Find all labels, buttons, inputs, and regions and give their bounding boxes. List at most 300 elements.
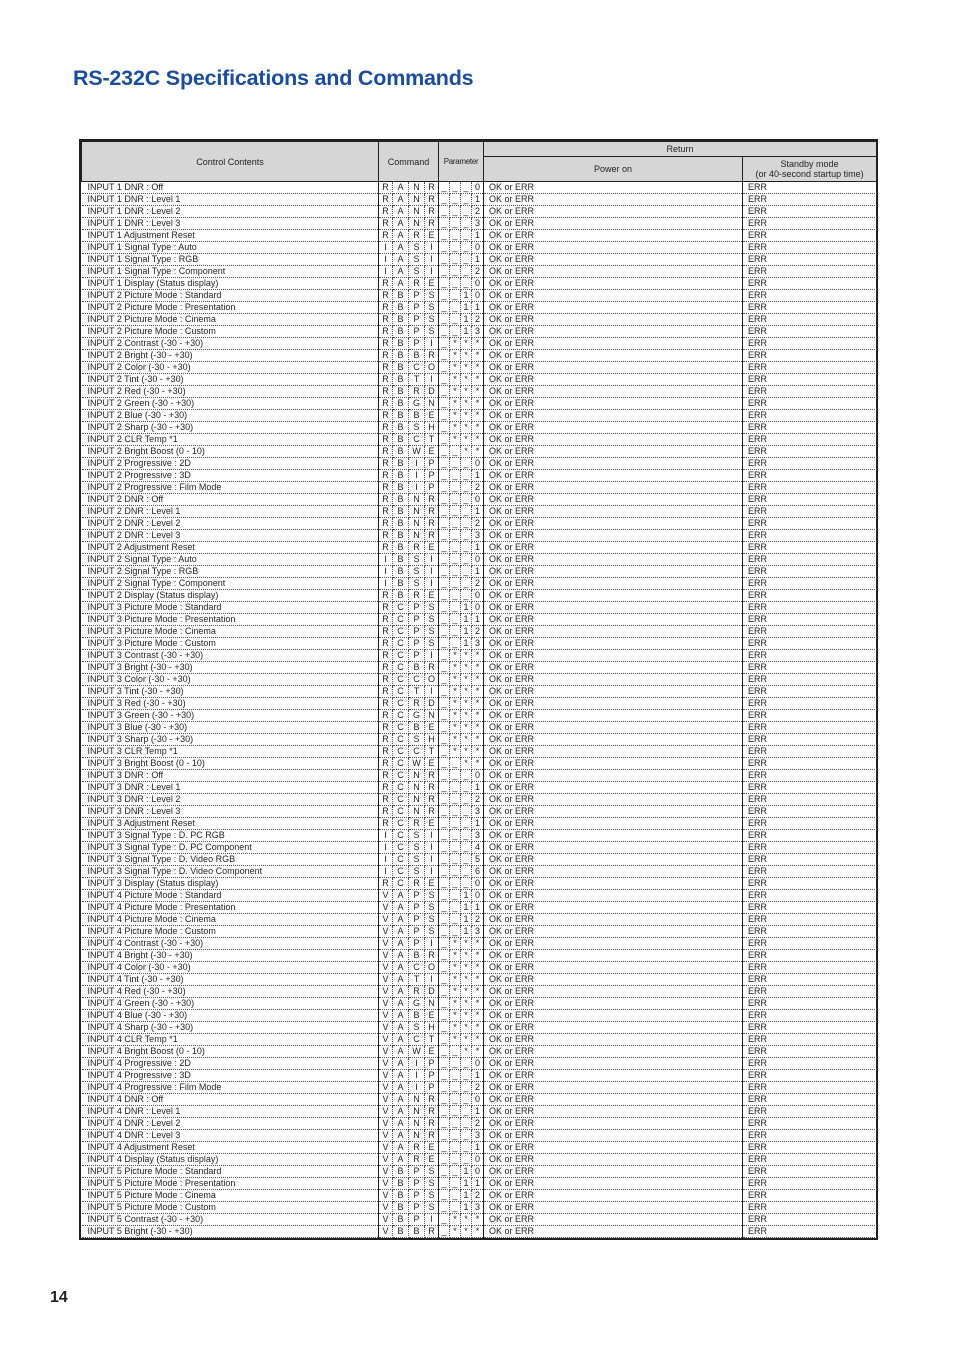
command-char-cell: R — [379, 482, 393, 494]
parameter-char-cell: * — [461, 950, 472, 962]
command-char-cell: N — [409, 806, 425, 818]
control-contents-cell: INPUT 4 Bright (-30 - +30) — [82, 950, 379, 962]
command-char-cell: B — [393, 554, 409, 566]
parameter-char-cell: * — [450, 1214, 461, 1226]
command-char-cell: R — [379, 374, 393, 386]
parameter-char-cell: _ — [450, 782, 461, 794]
parameter-char-cell: _ — [450, 254, 461, 266]
command-char-cell: E — [425, 230, 439, 242]
return-standby-cell: ERR — [743, 1154, 877, 1166]
command-char-cell: R — [379, 626, 393, 638]
return-standby-cell: ERR — [743, 1070, 877, 1082]
table-row — [82, 830, 877, 842]
command-char-cell: R — [379, 518, 393, 530]
parameter-char-cell: 0 — [472, 590, 484, 602]
command-char-cell: V — [379, 1130, 393, 1142]
command-char-cell: C — [409, 1034, 425, 1046]
return-standby-cell: ERR — [743, 422, 877, 434]
command-char-cell: A — [393, 194, 409, 206]
parameter-char-cell: * — [472, 746, 484, 758]
parameter-char-cell: _ — [439, 1094, 450, 1106]
header-power-on: Power on — [484, 157, 743, 182]
parameter-char-cell: 1 — [461, 1178, 472, 1190]
return-power-on-cell: OK or ERR — [484, 950, 743, 962]
parameter-char-cell: _ — [439, 242, 450, 254]
table-row — [82, 926, 877, 938]
table-row — [82, 698, 877, 710]
parameter-char-cell: 2 — [472, 626, 484, 638]
return-power-on-cell: OK or ERR — [484, 518, 743, 530]
control-contents-cell: INPUT 3 Red (-30 - +30) — [82, 698, 379, 710]
command-char-cell: H — [425, 734, 439, 746]
parameter-char-cell: * — [472, 758, 484, 770]
command-char-cell: B — [393, 506, 409, 518]
parameter-char-cell: _ — [450, 1202, 461, 1214]
parameter-char-cell: * — [472, 1034, 484, 1046]
table-row — [82, 890, 877, 902]
table-row — [82, 350, 877, 362]
return-power-on-cell: OK or ERR — [484, 554, 743, 566]
command-char-cell: V — [379, 890, 393, 902]
command-char-cell: A — [393, 182, 409, 194]
parameter-char-cell: _ — [450, 518, 461, 530]
command-char-cell: I — [379, 266, 393, 278]
command-char-cell: E — [425, 758, 439, 770]
parameter-char-cell: * — [461, 1034, 472, 1046]
control-contents-cell: INPUT 2 DNR : Off — [82, 494, 379, 506]
command-char-cell: B — [393, 374, 409, 386]
parameter-char-cell: * — [461, 650, 472, 662]
command-char-cell: I — [425, 686, 439, 698]
command-char-cell: S — [425, 326, 439, 338]
parameter-char-cell: _ — [439, 302, 450, 314]
parameter-char-cell: _ — [450, 626, 461, 638]
command-char-cell: R — [425, 1094, 439, 1106]
parameter-char-cell: * — [450, 938, 461, 950]
return-standby-cell: ERR — [743, 386, 877, 398]
command-char-cell: B — [393, 410, 409, 422]
parameter-char-cell: * — [450, 950, 461, 962]
parameter-char-cell: * — [472, 938, 484, 950]
parameter-char-cell: * — [461, 710, 472, 722]
return-power-on-cell: OK or ERR — [484, 722, 743, 734]
parameter-char-cell: _ — [450, 182, 461, 194]
parameter-char-cell: _ — [439, 1046, 450, 1058]
table-row — [82, 626, 877, 638]
control-contents-cell: INPUT 2 Contrast (-30 - +30) — [82, 338, 379, 350]
command-char-cell: A — [393, 1046, 409, 1058]
command-char-cell: V — [379, 1058, 393, 1070]
return-standby-cell: ERR — [743, 1142, 877, 1154]
command-char-cell: R — [379, 290, 393, 302]
control-contents-cell: INPUT 4 Sharp (-30 - +30) — [82, 1022, 379, 1034]
command-char-cell: A — [393, 1130, 409, 1142]
command-char-cell: R — [409, 698, 425, 710]
parameter-char-cell: _ — [439, 386, 450, 398]
parameter-char-cell: _ — [439, 662, 450, 674]
command-char-cell: B — [393, 350, 409, 362]
command-char-cell: R — [379, 782, 393, 794]
parameter-char-cell: _ — [450, 230, 461, 242]
command-char-cell: I — [425, 830, 439, 842]
command-char-cell: V — [379, 986, 393, 998]
control-contents-cell: INPUT 2 Picture Mode : Custom — [82, 326, 379, 338]
control-contents-cell: INPUT 2 DNR : Level 1 — [82, 506, 379, 518]
return-power-on-cell: OK or ERR — [484, 854, 743, 866]
table-row — [82, 674, 877, 686]
parameter-char-cell: * — [450, 686, 461, 698]
parameter-char-cell: _ — [439, 1226, 450, 1238]
header-return: Return — [484, 142, 877, 157]
parameter-char-cell: * — [461, 758, 472, 770]
return-power-on-cell: OK or ERR — [484, 1010, 743, 1022]
parameter-char-cell: _ — [439, 578, 450, 590]
command-char-cell: R — [425, 182, 439, 194]
command-char-cell: C — [393, 650, 409, 662]
parameter-char-cell: _ — [439, 1118, 450, 1130]
parameter-char-cell: 1 — [472, 506, 484, 518]
command-char-cell: V — [379, 962, 393, 974]
parameter-char-cell: * — [472, 1226, 484, 1238]
parameter-char-cell: _ — [450, 1190, 461, 1202]
parameter-char-cell: 1 — [472, 470, 484, 482]
parameter-char-cell: * — [461, 374, 472, 386]
parameter-char-cell: _ — [461, 242, 472, 254]
parameter-char-cell: _ — [450, 506, 461, 518]
parameter-char-cell: * — [472, 674, 484, 686]
parameter-char-cell: _ — [439, 1022, 450, 1034]
parameter-char-cell: _ — [461, 278, 472, 290]
table-row — [82, 806, 877, 818]
parameter-char-cell: 0 — [472, 878, 484, 890]
control-contents-cell: INPUT 2 Progressive : Film Mode — [82, 482, 379, 494]
control-contents-cell: INPUT 4 CLR Temp *1 — [82, 1034, 379, 1046]
parameter-char-cell: * — [472, 362, 484, 374]
command-char-cell: I — [409, 482, 425, 494]
control-contents-cell: INPUT 3 Display (Status display) — [82, 878, 379, 890]
command-char-cell: I — [425, 1214, 439, 1226]
parameter-char-cell: _ — [439, 1070, 450, 1082]
parameter-char-cell: * — [461, 962, 472, 974]
command-char-cell: R — [379, 710, 393, 722]
command-char-cell: H — [425, 422, 439, 434]
command-char-cell: N — [409, 1094, 425, 1106]
command-char-cell: V — [379, 1178, 393, 1190]
command-char-cell: E — [425, 410, 439, 422]
return-power-on-cell: OK or ERR — [484, 266, 743, 278]
command-char-cell: I — [409, 470, 425, 482]
command-char-cell: A — [393, 266, 409, 278]
control-contents-cell: INPUT 3 DNR : Off — [82, 770, 379, 782]
table-row — [82, 386, 877, 398]
command-char-cell: I — [379, 254, 393, 266]
parameter-char-cell: _ — [439, 818, 450, 830]
command-char-cell: B — [393, 1178, 409, 1190]
command-char-cell: B — [393, 434, 409, 446]
control-contents-cell: INPUT 3 Adjustment Reset — [82, 818, 379, 830]
return-power-on-cell: OK or ERR — [484, 1034, 743, 1046]
parameter-char-cell: _ — [450, 482, 461, 494]
return-power-on-cell: OK or ERR — [484, 482, 743, 494]
parameter-char-cell: 2 — [472, 1082, 484, 1094]
command-char-cell: R — [409, 878, 425, 890]
command-char-cell: B — [393, 398, 409, 410]
command-char-cell: W — [409, 758, 425, 770]
return-standby-cell: ERR — [743, 350, 877, 362]
table-row — [82, 710, 877, 722]
control-contents-cell: INPUT 3 CLR Temp *1 — [82, 746, 379, 758]
command-char-cell: C — [393, 602, 409, 614]
command-char-cell: I — [425, 374, 439, 386]
command-char-cell: P — [409, 1166, 425, 1178]
return-standby-cell: ERR — [743, 686, 877, 698]
parameter-char-cell: _ — [450, 866, 461, 878]
parameter-char-cell: * — [472, 698, 484, 710]
command-char-cell: I — [425, 854, 439, 866]
command-char-cell: V — [379, 1214, 393, 1226]
parameter-char-cell: _ — [450, 578, 461, 590]
command-char-cell: C — [393, 746, 409, 758]
parameter-char-cell: _ — [450, 542, 461, 554]
command-char-cell: S — [425, 1202, 439, 1214]
control-contents-cell: INPUT 2 Tint (-30 - +30) — [82, 374, 379, 386]
parameter-char-cell: _ — [450, 878, 461, 890]
table-row — [82, 986, 877, 998]
command-char-cell: B — [409, 410, 425, 422]
parameter-char-cell: _ — [450, 530, 461, 542]
return-standby-cell: ERR — [743, 254, 877, 266]
return-standby-cell: ERR — [743, 494, 877, 506]
table-row — [82, 314, 877, 326]
return-standby-cell: ERR — [743, 506, 877, 518]
command-char-cell: R — [379, 650, 393, 662]
table-row — [82, 758, 877, 770]
parameter-char-cell: _ — [461, 866, 472, 878]
command-char-cell: C — [393, 662, 409, 674]
command-char-cell: B — [393, 590, 409, 602]
return-standby-cell: ERR — [743, 1190, 877, 1202]
return-standby-cell: ERR — [743, 734, 877, 746]
parameter-char-cell: _ — [439, 986, 450, 998]
parameter-char-cell: _ — [450, 1178, 461, 1190]
table-row — [82, 182, 877, 194]
command-char-cell: S — [425, 626, 439, 638]
parameter-char-cell: * — [450, 1226, 461, 1238]
parameter-char-cell: * — [450, 698, 461, 710]
parameter-char-cell: _ — [439, 290, 450, 302]
control-contents-cell: INPUT 3 Tint (-30 - +30) — [82, 686, 379, 698]
command-char-cell: R — [409, 278, 425, 290]
command-char-cell: B — [393, 362, 409, 374]
command-char-cell: S — [409, 578, 425, 590]
return-power-on-cell: OK or ERR — [484, 638, 743, 650]
return-power-on-cell: OK or ERR — [484, 386, 743, 398]
table-row — [82, 1082, 877, 1094]
parameter-char-cell: 2 — [472, 1190, 484, 1202]
parameter-char-cell: _ — [461, 218, 472, 230]
control-contents-cell: INPUT 1 Signal Type : RGB — [82, 254, 379, 266]
table-row — [82, 554, 877, 566]
parameter-char-cell: _ — [461, 1154, 472, 1166]
return-standby-cell: ERR — [743, 206, 877, 218]
command-char-cell: R — [379, 458, 393, 470]
parameter-char-cell: 1 — [472, 902, 484, 914]
command-char-cell: R — [425, 662, 439, 674]
table-row — [82, 434, 877, 446]
parameter-char-cell: 1 — [461, 614, 472, 626]
control-contents-cell: INPUT 2 Color (-30 - +30) — [82, 362, 379, 374]
control-contents-cell: INPUT 2 DNR : Level 3 — [82, 530, 379, 542]
command-char-cell: S — [409, 554, 425, 566]
parameter-char-cell: 0 — [472, 890, 484, 902]
parameter-char-cell: _ — [461, 782, 472, 794]
return-standby-cell: ERR — [743, 878, 877, 890]
parameter-char-cell: _ — [439, 542, 450, 554]
control-contents-cell: INPUT 4 Color (-30 - +30) — [82, 962, 379, 974]
command-char-cell: T — [425, 1034, 439, 1046]
command-char-cell: C — [393, 854, 409, 866]
parameter-char-cell: 0 — [472, 290, 484, 302]
return-power-on-cell: OK or ERR — [484, 470, 743, 482]
table-row — [82, 818, 877, 830]
parameter-char-cell: _ — [450, 602, 461, 614]
table-body — [82, 182, 877, 1238]
return-power-on-cell: OK or ERR — [484, 458, 743, 470]
parameter-char-cell: _ — [439, 254, 450, 266]
command-char-cell: R — [379, 218, 393, 230]
control-contents-cell: INPUT 3 Contrast (-30 - +30) — [82, 650, 379, 662]
command-char-cell: W — [409, 1046, 425, 1058]
parameter-char-cell: 1 — [461, 914, 472, 926]
parameter-char-cell: 0 — [472, 770, 484, 782]
return-standby-cell: ERR — [743, 1082, 877, 1094]
parameter-char-cell: _ — [461, 266, 472, 278]
parameter-char-cell: _ — [439, 458, 450, 470]
command-char-cell: I — [425, 266, 439, 278]
command-char-cell: S — [409, 830, 425, 842]
command-char-cell: R — [379, 590, 393, 602]
command-char-cell: R — [379, 542, 393, 554]
return-standby-cell: ERR — [743, 314, 877, 326]
command-char-cell: R — [425, 1226, 439, 1238]
parameter-char-cell: _ — [439, 602, 450, 614]
parameter-char-cell: _ — [450, 290, 461, 302]
command-char-cell: R — [379, 686, 393, 698]
return-power-on-cell: OK or ERR — [484, 302, 743, 314]
table-row — [82, 266, 877, 278]
parameter-char-cell: _ — [439, 806, 450, 818]
command-char-cell: N — [425, 710, 439, 722]
command-char-cell: R — [425, 506, 439, 518]
command-char-cell: N — [409, 1130, 425, 1142]
command-char-cell: R — [409, 986, 425, 998]
control-contents-cell: INPUT 2 Picture Mode : Cinema — [82, 314, 379, 326]
return-power-on-cell: OK or ERR — [484, 842, 743, 854]
command-char-cell: O — [425, 962, 439, 974]
parameter-char-cell: _ — [461, 1070, 472, 1082]
parameter-char-cell: _ — [439, 746, 450, 758]
table-row — [82, 950, 877, 962]
return-power-on-cell: OK or ERR — [484, 1178, 743, 1190]
return-standby-cell: ERR — [743, 374, 877, 386]
return-standby-cell: ERR — [743, 278, 877, 290]
table-row — [82, 194, 877, 206]
parameter-char-cell: _ — [450, 326, 461, 338]
command-char-cell: E — [425, 542, 439, 554]
return-standby-cell: ERR — [743, 986, 877, 998]
parameter-char-cell: _ — [439, 230, 450, 242]
parameter-char-cell: _ — [461, 878, 472, 890]
table-row — [82, 1154, 877, 1166]
parameter-char-cell: _ — [439, 782, 450, 794]
parameter-char-cell: _ — [439, 758, 450, 770]
command-char-cell: S — [425, 638, 439, 650]
return-standby-cell: ERR — [743, 218, 877, 230]
parameter-char-cell: * — [472, 950, 484, 962]
parameter-char-cell: * — [472, 446, 484, 458]
return-standby-cell: ERR — [743, 818, 877, 830]
parameter-char-cell: 1 — [461, 1190, 472, 1202]
parameter-char-cell: _ — [439, 722, 450, 734]
return-standby-cell: ERR — [743, 830, 877, 842]
parameter-char-cell: _ — [439, 1082, 450, 1094]
return-standby-cell: ERR — [743, 962, 877, 974]
parameter-char-cell: * — [461, 362, 472, 374]
command-char-cell: R — [379, 662, 393, 674]
parameter-char-cell: * — [472, 662, 484, 674]
parameter-char-cell: 4 — [472, 842, 484, 854]
control-contents-cell: INPUT 1 DNR : Level 1 — [82, 194, 379, 206]
parameter-char-cell: 2 — [472, 206, 484, 218]
command-char-cell: R — [425, 530, 439, 542]
return-power-on-cell: OK or ERR — [484, 1202, 743, 1214]
command-char-cell: I — [425, 578, 439, 590]
parameter-char-cell: _ — [450, 566, 461, 578]
command-char-cell: R — [425, 350, 439, 362]
parameter-char-cell: _ — [439, 554, 450, 566]
control-contents-cell: INPUT 3 Signal Type : D. Video Component — [82, 866, 379, 878]
command-char-cell: I — [409, 1058, 425, 1070]
command-char-cell: E — [425, 446, 439, 458]
table-row — [82, 518, 877, 530]
control-contents-cell: INPUT 4 Picture Mode : Custom — [82, 926, 379, 938]
parameter-char-cell: _ — [450, 914, 461, 926]
return-power-on-cell: OK or ERR — [484, 578, 743, 590]
command-char-cell: C — [393, 878, 409, 890]
parameter-char-cell: _ — [439, 626, 450, 638]
parameter-char-cell: * — [461, 722, 472, 734]
parameter-char-cell: _ — [439, 206, 450, 218]
control-contents-cell: INPUT 3 Picture Mode : Custom — [82, 638, 379, 650]
parameter-char-cell: _ — [461, 770, 472, 782]
command-char-cell: B — [393, 566, 409, 578]
parameter-char-cell: * — [461, 434, 472, 446]
return-standby-cell: ERR — [743, 290, 877, 302]
control-contents-cell: INPUT 4 Bright Boost (0 - 10) — [82, 1046, 379, 1058]
return-power-on-cell: OK or ERR — [484, 794, 743, 806]
command-char-cell: I — [425, 254, 439, 266]
command-char-cell: P — [409, 938, 425, 950]
command-char-cell: I — [379, 242, 393, 254]
parameter-char-cell: _ — [439, 614, 450, 626]
command-char-cell: P — [409, 638, 425, 650]
table-row — [82, 866, 877, 878]
parameter-char-cell: _ — [450, 1166, 461, 1178]
return-power-on-cell: OK or ERR — [484, 806, 743, 818]
parameter-char-cell: _ — [439, 926, 450, 938]
parameter-char-cell: * — [461, 446, 472, 458]
command-char-cell: P — [425, 1070, 439, 1082]
